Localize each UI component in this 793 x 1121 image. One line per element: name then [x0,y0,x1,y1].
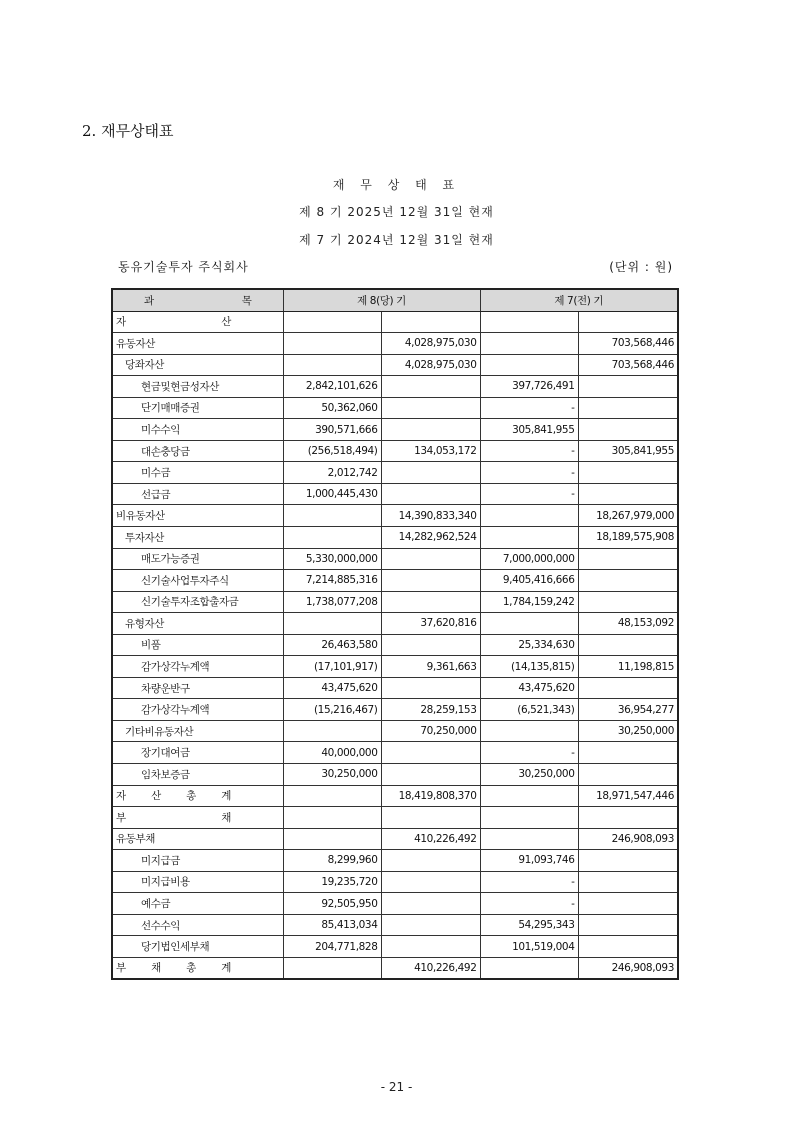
amount-prior-total: 36,954,277 [578,699,678,721]
account-label: 자 산 총 계 [112,785,283,807]
amount-prior-detail: - [480,483,578,505]
header-account-char: 목 [241,294,252,307]
account-label: 당기법인세부채 [112,936,283,958]
account-label: 신기술투자조합출자금 [112,591,283,613]
amount-cur-detail: 5,330,000,000 [283,548,381,570]
amount-prior-detail: 54,295,343 [480,914,578,936]
amount-cur-total [381,763,480,785]
amount-prior-detail: 101,519,004 [480,936,578,958]
amount-cur-detail: 92,505,950 [283,893,381,915]
amount-cur-detail: 7,214,885,316 [283,570,381,592]
amount-cur-detail [283,957,381,979]
account-label: 선급금 [112,483,283,505]
account-label: 부 채 총 계 [112,957,283,979]
amount-prior-total: 246,908,093 [578,828,678,850]
header-account-label [116,293,280,308]
amount-prior-total [578,677,678,699]
amount-prior-detail: 91,093,746 [480,850,578,872]
amount-cur-detail: 1,000,445,430 [283,483,381,505]
amount-prior-total [578,419,678,441]
amount-cur-total [381,850,480,872]
header-account [112,289,283,311]
table-row [112,893,678,915]
amount-cur-detail: (15,216,467) [283,699,381,721]
account-label: 장기대여금 [112,742,283,764]
amount-cur-detail: 8,299,960 [283,850,381,872]
amount-prior-detail: 43,475,620 [480,677,578,699]
amount-prior-total [578,871,678,893]
unit-label: (단위 : 원) [609,260,673,274]
amount-prior-total: 305,841,955 [578,440,678,462]
account-label: 자 산 [112,311,283,333]
amount-prior-total: 30,250,000 [578,720,678,742]
amount-cur-total: 4,028,975,030 [381,354,480,376]
amount-cur-detail: 19,235,720 [283,871,381,893]
amount-cur-detail [283,613,381,635]
amount-prior-total [578,807,678,829]
amount-cur-total: 37,620,816 [381,613,480,635]
amount-prior-detail: 9,405,416,666 [480,570,578,592]
header-account-char: 과 [144,294,154,307]
amount-prior-detail: 7,000,000,000 [480,548,578,570]
amount-prior-detail [480,720,578,742]
account-label: 대손충당금 [112,440,283,462]
amount-prior-detail [480,807,578,829]
amount-prior-detail: - [480,397,578,419]
amount-cur-detail: 204,771,828 [283,936,381,958]
amount-prior-detail [480,311,578,333]
amount-cur-total [381,936,480,958]
table-row [112,871,678,893]
amount-cur-detail [283,311,381,333]
account-label: 당좌자산 [112,354,283,376]
amount-cur-detail: 30,250,000 [283,763,381,785]
table-row [112,828,678,850]
amount-prior-detail: 30,250,000 [480,763,578,785]
amount-cur-detail: 50,362,060 [283,397,381,419]
amount-cur-detail: 40,000,000 [283,742,381,764]
amount-prior-total: 48,153,092 [578,613,678,635]
amount-prior-total [578,742,678,764]
table-row [112,720,678,742]
amount-cur-detail [283,354,381,376]
amount-cur-total: 9,361,663 [381,656,480,678]
amount-prior-total: 18,267,979,000 [578,505,678,527]
period-prior: 제 7 기 2024년 12월 31일 현재 [299,233,494,247]
account-label: 유동부채 [112,828,283,850]
amount-cur-detail [283,785,381,807]
header-current-period: 제 8(당) 기 [283,289,480,311]
account-label: 단기매매증권 [112,397,283,419]
amount-prior-detail: - [480,440,578,462]
account-label: 비품 [112,634,283,656]
amount-cur-total [381,483,480,505]
amount-cur-detail: 1,738,077,208 [283,591,381,613]
table-row [112,957,678,979]
account-label: 차량운반구 [112,677,283,699]
amount-cur-total: 410,226,492 [381,828,480,850]
amount-cur-detail: 85,413,034 [283,914,381,936]
table-row [112,397,678,419]
account-label: 유동자산 [112,333,283,355]
amount-cur-total [381,634,480,656]
amount-cur-total: 4,028,975,030 [381,333,480,355]
amount-cur-total [381,893,480,915]
table-row [112,677,678,699]
amount-cur-detail [283,828,381,850]
account-label: 부 채 [112,807,283,829]
amount-cur-detail: 2,012,742 [283,462,381,484]
table-row [112,483,678,505]
amount-cur-total [381,570,480,592]
table-row [112,807,678,829]
amount-prior-total [578,483,678,505]
amount-cur-total: 18,419,808,370 [381,785,480,807]
amount-prior-detail [480,526,578,548]
amount-prior-total [578,936,678,958]
amount-cur-detail: 2,842,101,626 [283,376,381,398]
account-label: 미지급금 [112,850,283,872]
table-row [112,634,678,656]
amount-prior-detail: (14,135,815) [480,656,578,678]
amount-prior-total [578,850,678,872]
amount-cur-total: 134,053,172 [381,440,480,462]
amount-cur-detail [283,526,381,548]
amount-cur-total [381,914,480,936]
amount-prior-detail: - [480,871,578,893]
amount-prior-detail [480,613,578,635]
amount-prior-detail: - [480,893,578,915]
amount-prior-total [578,591,678,613]
amount-prior-detail [480,957,578,979]
amount-prior-total: 703,568,446 [578,354,678,376]
amount-cur-detail: (256,518,494) [283,440,381,462]
amount-prior-total: 11,198,815 [578,656,678,678]
table-row [112,570,678,592]
amount-prior-total [578,893,678,915]
amount-cur-total [381,462,480,484]
amount-prior-total [578,763,678,785]
amount-cur-total: 410,226,492 [381,957,480,979]
amount-prior-detail [480,505,578,527]
account-label: 임차보증금 [112,763,283,785]
table-row [112,440,678,462]
amount-cur-total [381,376,480,398]
amount-cur-total [381,742,480,764]
account-label: 미수수익 [112,419,283,441]
table-header-row [112,289,678,311]
amount-prior-detail [480,333,578,355]
amount-cur-total [381,419,480,441]
amount-prior-detail: 1,784,159,242 [480,591,578,613]
amount-prior-detail: - [480,462,578,484]
account-label: 감가상각누계액 [112,656,283,678]
amount-cur-total: 14,282,962,524 [381,526,480,548]
statement-titles [0,176,793,259]
table-row [112,462,678,484]
table-row [112,914,678,936]
amount-cur-detail [283,720,381,742]
table-row [112,526,678,548]
account-label: 감가상각누계액 [112,699,283,721]
table-row [112,333,678,355]
table-row [112,591,678,613]
amount-cur-detail: (17,101,917) [283,656,381,678]
section-heading: 2. 재무상태표 [82,122,174,140]
page-number: - 21 - [380,1080,413,1094]
amount-prior-total: 18,971,547,446 [578,785,678,807]
amount-prior-total [578,914,678,936]
account-label: 신기술사업투자주식 [112,570,283,592]
amount-prior-total: 703,568,446 [578,333,678,355]
amount-cur-total: 28,259,153 [381,699,480,721]
table-row [112,699,678,721]
amount-cur-detail: 390,571,666 [283,419,381,441]
table-row [112,419,678,441]
amount-prior-total [578,462,678,484]
amount-cur-detail: 26,463,580 [283,634,381,656]
table-row [112,742,678,764]
table-row [112,656,678,678]
amount-prior-detail [480,828,578,850]
account-label: 미지급비용 [112,871,283,893]
amount-cur-total [381,807,480,829]
amount-prior-total: 18,189,575,908 [578,526,678,548]
amount-cur-total [381,311,480,333]
table-row [112,548,678,570]
account-label: 예수금 [112,893,283,915]
amount-prior-total: 246,908,093 [578,957,678,979]
amount-prior-total [578,376,678,398]
table-row [112,936,678,958]
amount-cur-detail [283,333,381,355]
table-row [112,850,678,872]
amount-prior-total [578,634,678,656]
table-row [112,763,678,785]
account-label: 현금및현금성자산 [112,376,283,398]
amount-cur-total [381,871,480,893]
table-row [112,311,678,333]
balance-sheet-table [111,288,679,980]
amount-prior-detail [480,785,578,807]
amount-cur-detail [283,807,381,829]
period-current: 제 8 기 2025년 12월 31일 현재 [299,205,494,219]
account-label: 미수금 [112,462,283,484]
account-label: 매도가능증권 [112,548,283,570]
amount-prior-detail: 397,726,491 [480,376,578,398]
table-row [112,354,678,376]
amount-cur-total: 70,250,000 [381,720,480,742]
amount-prior-total [578,548,678,570]
amount-prior-detail: (6,521,343) [480,699,578,721]
table-row [112,785,678,807]
amount-prior-total [578,311,678,333]
amount-cur-total [381,591,480,613]
table-row [112,376,678,398]
account-label: 비유동자산 [112,505,283,527]
account-label: 기타비유동자산 [112,720,283,742]
amount-cur-detail [283,505,381,527]
amount-cur-total [381,397,480,419]
header-prior-period: 제 7(전) 기 [480,289,678,311]
amount-cur-detail: 43,475,620 [283,677,381,699]
amount-cur-total [381,677,480,699]
account-label: 투자자산 [112,526,283,548]
amount-prior-detail [480,354,578,376]
amount-prior-detail: 25,334,630 [480,634,578,656]
table-row [112,613,678,635]
amount-cur-total [381,548,480,570]
account-label: 유형자산 [112,613,283,635]
amount-prior-total [578,397,678,419]
amount-cur-total: 14,390,833,340 [381,505,480,527]
amount-prior-detail: - [480,742,578,764]
statement-title: 재 무 상 태 표 [332,178,461,192]
company-name: 동유기술투자 주식회사 [118,260,249,274]
amount-prior-detail: 305,841,955 [480,419,578,441]
amount-prior-total [578,570,678,592]
account-label: 선수수익 [112,914,283,936]
table-row [112,505,678,527]
